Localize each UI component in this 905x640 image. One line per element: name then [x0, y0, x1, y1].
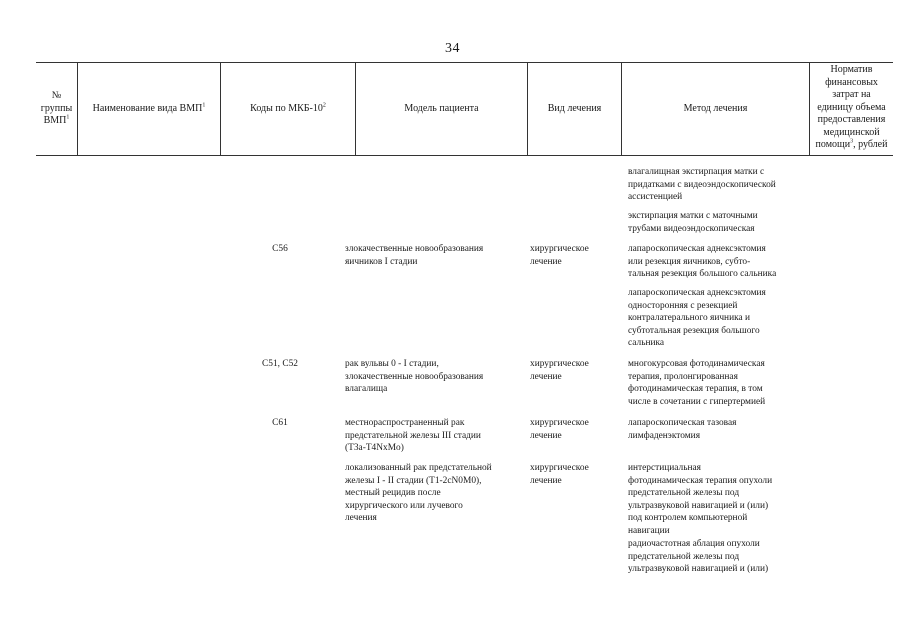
- patient-model-text: местнораспространенный рак предстательной железы III стадии (T3a-T4NxMo): [345, 418, 481, 454]
- header-patient-model-text: Модель пациента: [404, 102, 479, 114]
- method-text: лапароскопическая тазовая лимфаденэктомия: [628, 418, 737, 441]
- header-cost-standard-unit: , рублей: [853, 139, 888, 150]
- header-cost-standard-text: Норматив финансовых затрат на единицу объема предоставления медицинской помощи: [815, 64, 886, 150]
- method-text: интерстициальная фотодинамическая терапия опухоли предстательной железы под ультразвуковой навигацией и (или) под контролем компьютерной навигации: [628, 463, 773, 536]
- page-number: 34: [445, 41, 460, 56]
- icd-code: C56: [272, 244, 288, 254]
- icd-code: C61: [272, 418, 288, 428]
- header-vmp-name: [78, 63, 221, 155]
- header-treatment-method-text: Метод лечения: [683, 102, 748, 114]
- patient-model-text: злокачественные новообразования яичников I стадии: [345, 244, 484, 267]
- header-icd-codes-text: Коды по МКБ-10: [250, 102, 323, 114]
- treatment-type-text: хирургическое лечение: [530, 359, 589, 382]
- header-treatment-method: [622, 63, 810, 155]
- header-cost-standard: [810, 63, 893, 155]
- method-text: лапароскопическая аднексэктомия односторонняя с резекцией контралатерального яичника и субтотальная резекция большого сальника: [628, 288, 766, 349]
- treatment-type-text: хирургическое лечение: [530, 244, 589, 267]
- footnote-marker: 1: [66, 114, 70, 121]
- icd-code: C51, C52: [262, 359, 298, 369]
- footnote-marker: 3: [850, 138, 854, 145]
- method-text: радиочастотная аблация опухоли предстательной железы под ультразвуковой навигацией и (или): [628, 539, 769, 575]
- footnote-marker: 2: [322, 102, 326, 109]
- treatment-type-text: хирургическое лечение: [530, 463, 589, 486]
- header-patient-model: [356, 63, 528, 155]
- header-treatment-type-text: Вид лечения: [547, 102, 602, 114]
- header-treatment-type: [528, 63, 622, 155]
- method-text: лапароскопическая аднексэктомия или резекция яичников, субто- тальная резекция большого сальника: [628, 244, 777, 280]
- header-group-number-text: № группы ВМП: [40, 90, 73, 127]
- method-text: экстирпация матки с маточными трубами видеоэндоскопическая: [628, 211, 758, 234]
- header-vmp-name-text: Наименование вида ВМП: [92, 102, 203, 114]
- method-text: многокурсовая фотодинамическая терапия, пролонгированная фотодинамическая терапия, в том числе в сочетании с гипертермией: [628, 359, 766, 407]
- patient-model-text: рак вульвы 0 - I стадии, злокачественные новообразования влагалища: [345, 359, 484, 395]
- treatment-type-text: хирургическое лечение: [530, 418, 589, 441]
- table-header: [36, 62, 893, 156]
- header-group-number: [36, 63, 78, 155]
- footnote-marker: 1: [202, 102, 206, 109]
- patient-model-text: локализованный рак предстательной железы I - II стадии (T1-2cN0M0), местный рецидив после хирургического или лучевого лечения: [345, 463, 492, 524]
- method-text: влагалищная экстирпация матки с придатками с видеоэндоскопической ассистенцией: [628, 167, 776, 203]
- header-icd-codes: [221, 63, 356, 155]
